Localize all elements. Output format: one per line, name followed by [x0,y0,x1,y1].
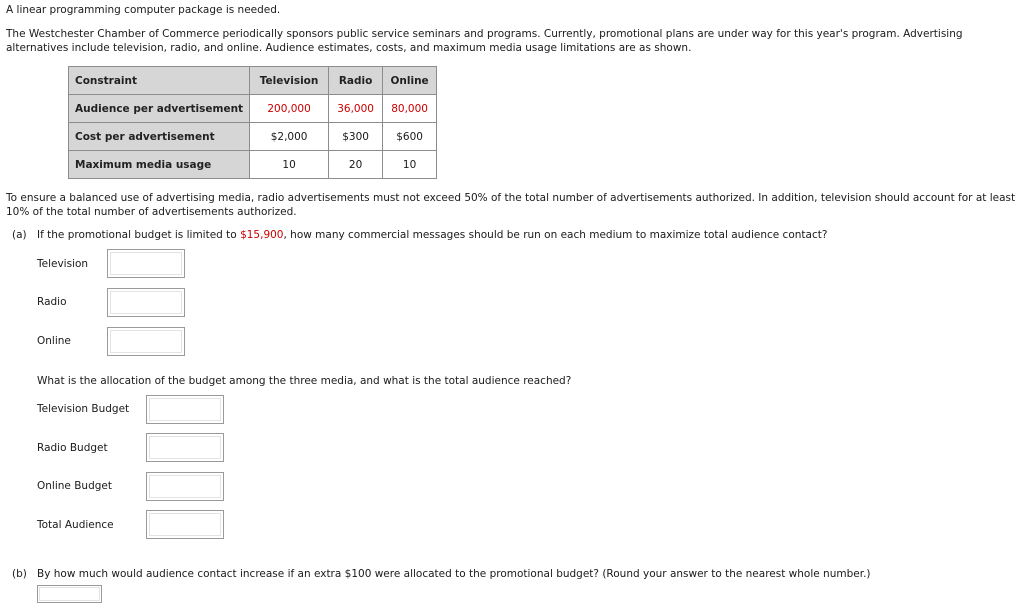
part-a-question [37,229,827,241]
media-data-table [68,66,437,179]
online-budget-input-inner [149,475,221,498]
online-count-input[interactable] [107,327,185,356]
constraints-description: To ensure a balanced use of advertising media, radio advertisements must not exceed 50% of the total number of advertisements authorized. In addition, television should account for at least 10% of the total number of advertisements authorized. [6,192,1016,218]
television-label: Television [37,258,89,270]
audience-radio: 36,000 [329,95,383,123]
intro-text: A linear programming computer package is needed. [6,4,281,16]
budget-amount: $15,900 [240,229,284,241]
audience-increase-input-inner [39,587,100,601]
max-online: 10 [383,151,437,179]
allocation-question: What is the allocation of the budget among the three media, and what is the total audience reached? [37,375,572,387]
television-budget-input[interactable] [146,395,224,424]
total-audience-label: Total Audience [37,519,114,531]
max-radio: 20 [329,151,383,179]
problem-description: The Westchester Chamber of Commerce periodically sponsors public service seminars and programs. Currently, promotional plans are under way for this year's program. Advertising alternatives include television, radio, and online. Audience estimates, costs, and maximum media usage limitations are as shown. [6,28,963,54]
total-audience-input-inner [149,513,221,536]
part-b-question: By how much would audience contact increase if an extra $100 were allocated to the promotional budget? (Round your answer to the nearest whole number.) [37,568,871,580]
table-header-constraint: Constraint [69,67,250,95]
part-a-tag: (a) [12,229,27,241]
table-header-row [69,67,437,95]
row-label-max-usage: Maximum media usage [69,151,250,179]
audience-increase-input[interactable] [37,585,102,603]
radio-budget-input[interactable] [146,433,224,462]
table-row-cost [69,123,437,151]
radio-budget-label: Radio Budget [37,442,108,454]
cost-online: $600 [383,123,437,151]
television-budget-label: Television Budget [37,403,130,415]
cost-radio: $300 [329,123,383,151]
online-budget-label: Online Budget [37,480,112,492]
table-header-radio: Radio [329,67,383,95]
television-count-input-inner [110,252,182,275]
online-budget-input[interactable] [146,472,224,501]
table-row-audience [69,95,437,123]
online-label: Online [37,335,71,347]
radio-count-input[interactable] [107,288,185,317]
row-label-audience: Audience per advertisement [69,95,250,123]
part-b-tag: (b) [12,568,27,580]
table-header-online: Online [383,67,437,95]
radio-label: Radio [37,296,67,308]
radio-budget-input-inner [149,436,221,459]
radio-count-input-inner [110,291,182,314]
table-header-television: Television [250,67,329,95]
audience-online: 80,000 [383,95,437,123]
row-label-cost: Cost per advertisement [69,123,250,151]
audience-television: 200,000 [250,95,329,123]
television-budget-input-inner [149,398,221,421]
cost-television: $2,000 [250,123,329,151]
television-count-input[interactable] [107,249,185,278]
table-row-max-usage [69,151,437,179]
part-a-question-pre: If the promotional budget is limited to [37,229,241,241]
total-audience-input[interactable] [146,510,224,539]
max-television: 10 [250,151,329,179]
online-count-input-inner [110,330,182,353]
part-a-question-post: , how many commercial messages should be run on each medium to maximize total audience contact? [283,229,828,241]
